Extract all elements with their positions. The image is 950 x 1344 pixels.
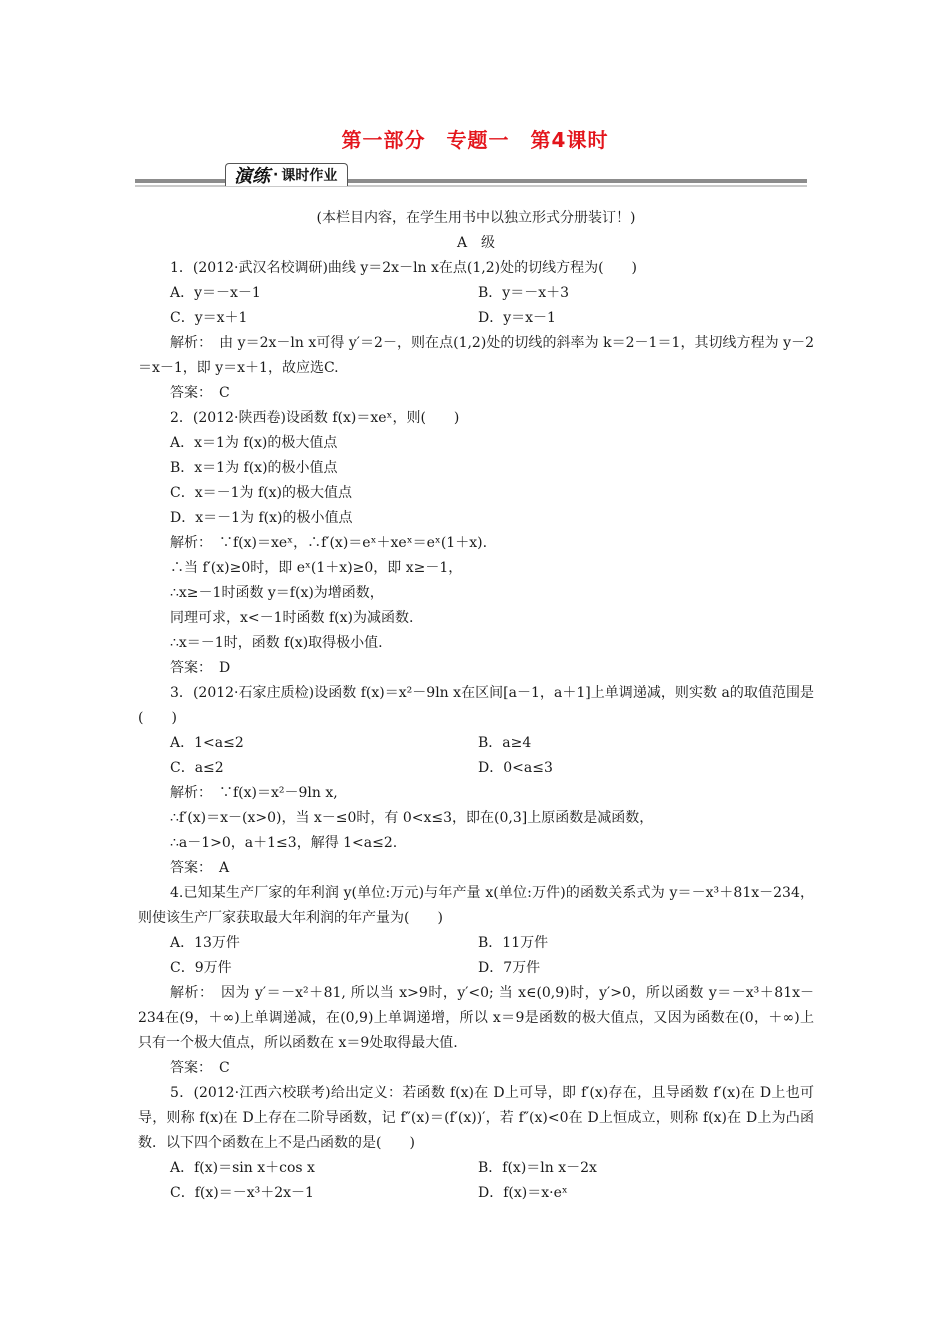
option-d: D．0<a≤3 — [478, 760, 553, 776]
question-3-solution-line-2: ∴f′(x)＝x－(x>0)，当 x－≤0时，有 0<x≤3，即在(0,3]上原函数是减函数， — [170, 810, 654, 826]
question-2-solution-line-3: ∴x≥－1时函数 y＝f(x)为增函数， — [170, 585, 384, 601]
level-heading: A 级 — [456, 235, 496, 251]
question-1-solution: 解析： 由 y＝2x－ln x可得 y′＝2－，则在点(1,2)处的切线的斜率为 k＝2－1＝1，其切线方程为 y－2＝x－1，即 y＝x＋1，故应选C. — [138, 335, 814, 376]
option-c: C．y＝x＋1 — [170, 310, 248, 326]
option-a: A．f(x)＝sin x＋cos x — [170, 1160, 315, 1176]
question-3-stem: 3．(2012·石家庄质检)设函数 f(x)＝x²－9ln x在区间[a－1，a＋1]上单调递减，则实数 a的取值范围是( ) — [138, 685, 814, 726]
option-d: D．y＝x－1 — [478, 310, 556, 326]
banner-tag — [225, 163, 348, 186]
banner-label: 课时作业 — [281, 168, 338, 184]
question-3-solution-line-3: ∴a－1>0，a＋1≤3，解得 1<a≤2. — [170, 835, 398, 851]
option-c: C．x＝－1为 f(x)的极大值点 — [170, 485, 352, 501]
option-c: C．f(x)＝－x³＋2x－1 — [170, 1185, 314, 1201]
question-4-solution: 解析： 因为 y′＝－x²＋81, 所以当 x>9时，y′<0; 当 x∈(0,9)时，y′>0，所以函数 y＝－x³＋81x－234在(9，＋∞)上单调递减，在(0,9)上单调递增，所以 x＝9是函数的极大值点，又因为函数在(0，＋∞)上只有一个极大值点，所以函数在 x＝9处取得最大值. — [138, 985, 814, 1051]
question-2-solution-line-4: 同理可求，x<－1时函数 f(x)为减函数. — [170, 610, 414, 626]
binding-note: (本栏目内容，在学生用书中以独立形式分册装订！) — [316, 210, 636, 226]
option-b: B．y＝－x＋3 — [478, 285, 569, 301]
question-3-options-row-2 — [138, 756, 814, 781]
question-2-solution-line-2: ∴当 f′(x)≥0时，即 eˣ(1＋x)≥0，即 x≥－1， — [170, 560, 463, 576]
option-d: D．f(x)＝x·eˣ — [478, 1185, 568, 1201]
section-banner — [135, 163, 807, 193]
question-2-solution-line-1: 解析： ∵f(x)＝xeˣ，∴f′(x)＝eˣ＋xeˣ＝eˣ(1＋x). — [170, 535, 488, 551]
question-5-options-row-2 — [138, 1181, 814, 1206]
question-2-answer: 答案： D — [170, 660, 231, 676]
question-3-options-row-1 — [138, 731, 814, 756]
question-4-options-row-2 — [138, 956, 814, 981]
option-c: C．9万件 — [170, 960, 232, 976]
question-3-answer: 答案： A — [170, 860, 230, 876]
banner-script-text: 演练 — [234, 166, 270, 187]
banner-dot: · — [273, 167, 279, 183]
option-b: B．11万件 — [478, 935, 549, 951]
question-2-solution-line-5: ∴x＝－1时，函数 f(x)取得极小值. — [170, 635, 383, 651]
question-5-options-row-1 — [138, 1156, 814, 1181]
question-2-stem: 2．(2012·陕西卷)设函数 f(x)＝xeˣ，则( ) — [170, 410, 460, 426]
option-b: B．a≥4 — [478, 735, 532, 751]
option-d: D．7万件 — [478, 960, 541, 976]
option-d: D．x＝－1为 f(x)的极小值点 — [170, 510, 353, 526]
page-title: 第一部分 专题一 第4课时 — [341, 128, 609, 152]
option-a: A．1<a≤2 — [170, 735, 244, 751]
question-4-answer: 答案： C — [170, 1060, 230, 1076]
question-1-answer: 答案： C — [170, 385, 230, 401]
question-1-stem: 1．(2012·武汉名校调研)曲线 y＝2x－ln x在点(1,2)处的切线方程为( ) — [170, 260, 638, 276]
option-b: B．x＝1为 f(x)的极小值点 — [170, 460, 338, 476]
question-3-solution-line-1: 解析： ∵f(x)＝x²－9ln x, — [170, 785, 338, 801]
question-4-stem: 4.已知某生产厂家的年利润 y(单位:万元)与年产量 x(单位:万件)的函数关系式为 y＝－x³＋81x－234，则使该生产厂家获取最大年利润的年产量为( ) — [138, 885, 814, 926]
option-a: A．x＝1为 f(x)的极大值点 — [170, 435, 338, 451]
option-a: A．13万件 — [170, 935, 240, 951]
exercise-content — [138, 206, 814, 1206]
option-b: B．f(x)＝ln x－2x — [478, 1160, 597, 1176]
option-c: C．a≤2 — [170, 760, 224, 776]
question-5-stem: 5．(2012·江西六校联考)给出定义：若函数 f(x)在 D上可导，即 f′(x)存在，且导函数 f′(x)在 D上也可导，则称 f(x)在 D上存在二阶导函数，记 f″(x)＝(f′(x))′，若 f″(x)<0在 D上恒成立，则称 f(x)在 D上为凸函数．以下四个函数在上不是凸函数的是( ) — [138, 1085, 815, 1151]
option-a: A．y＝－x－1 — [170, 285, 261, 301]
question-4-options-row-1 — [138, 931, 814, 956]
question-1-options-row-1 — [138, 281, 814, 306]
question-1-options-row-2 — [138, 306, 814, 331]
